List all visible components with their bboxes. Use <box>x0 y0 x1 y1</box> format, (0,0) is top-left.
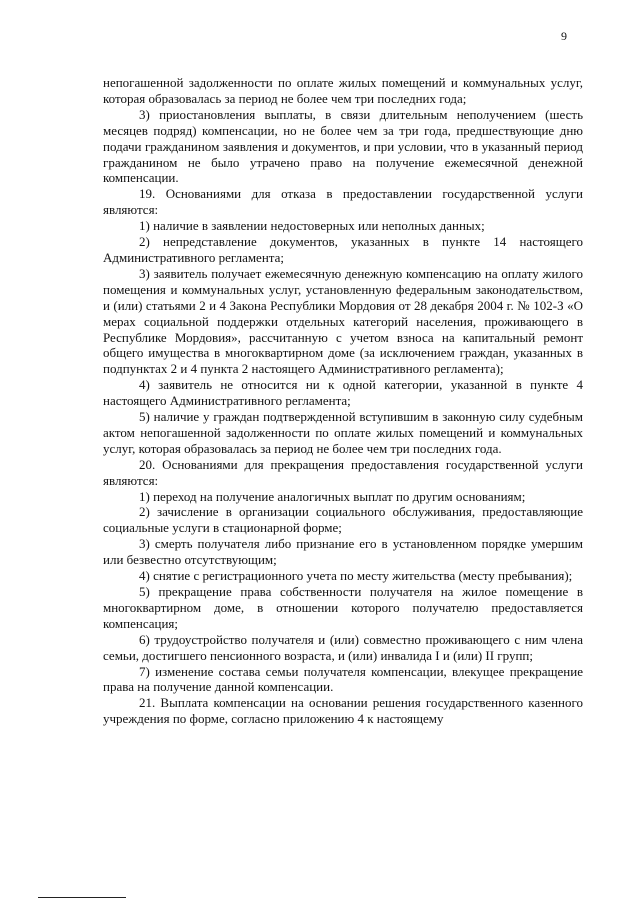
paragraph: 4) снятие с регистрационного учета по месту жительства (месту пребывания); <box>139 568 573 584</box>
paragraph: 3) заявитель получает ежемесячную денежную компенсацию на оплату жилого помещения и коммунальных услуг, установленную федеральным законодательством, и (или) статьями 2 и 4 Закона Республики Мордовия от 28 декабря 2004 г. № 102-З «О мерах социальной поддержки отдельных категорий населения, проживающего в Республике Мордовия», рассчитанную с учетом взноса на капитальный ремонт общего имущества в многоквартирном доме (за исключением граждан, указанных в подпунктах 2 и 4 пункта 2 настоящего Административного регламента); <box>103 265 583 377</box>
paragraph: 4) заявитель не относится ни к одной категории, указанной в пункте 4 настоящего Административного регламента; <box>103 377 583 409</box>
body-text <box>103 75 583 727</box>
paragraph: 5) прекращение права собственности получателя на жилое помещение в многоквартирном доме, в отношении которого получателю предоставляется компенсация; <box>103 584 583 631</box>
paragraph: непогашенной задолженности по оплате жилых помещений и коммунальных услуг, которая образовалась за период не более чем три последних года; <box>103 75 583 106</box>
paragraph: 6) трудоустройство получателя и (или) совместно проживающего с ним члена семьи, достигшего пенсионного возраста, и (или) инвалида I и (или) II групп; <box>103 631 583 663</box>
paragraph: 7) изменение состава семьи получателя компенсации, влекущее прекращение права на получение данной компенсации. <box>103 663 583 695</box>
paragraph: 3) приостановления выплаты, в связи длительным неполучением (шесть месяцев подряд) компенсации, но не более чем за три года, предшествующие дню подачи гражданином заявления и документов, и при условии, что в указанный период гражданином не было утрачено право на получение ежемесячной денежной компенсации. <box>103 106 583 186</box>
paragraph: 21. Выплата компенсации на основании решения государственного казенного учреждения по форме, согласно приложению 4 к настоящему <box>103 695 583 727</box>
paragraph: 5) наличие у граждан подтвержденной вступившим в законную силу судебным актом непогашенной задолженности по оплате жилых помещений и коммунальных услуг, которая образовалась за период не более чем три последних года. <box>103 409 583 456</box>
paragraph: 20. Основаниями для прекращения предоставления государственной услуги являются: <box>103 456 583 488</box>
footer-rule <box>38 897 126 898</box>
paragraph: 3) смерть получателя либо признание его в установленном порядке умершим или безвестно отсутствующим; <box>103 536 583 568</box>
paragraph: 19. Основаниями для отказа в предоставлении государственной услуги являются: <box>103 186 583 218</box>
paragraph: 2) непредставление документов, указанных в пункте 14 настоящего Административного регламента; <box>103 234 583 265</box>
paragraph: 2) зачисление в организации социального обслуживания, предоставляющие социальные услуги в стационарной форме; <box>103 504 583 536</box>
paragraph: 1) наличие в заявлении недостоверных или неполных данных; <box>139 218 485 234</box>
page-number: 9 <box>561 29 567 43</box>
paragraph: 1) переход на получение аналогичных выплат по другим основаниям; <box>139 488 526 504</box>
